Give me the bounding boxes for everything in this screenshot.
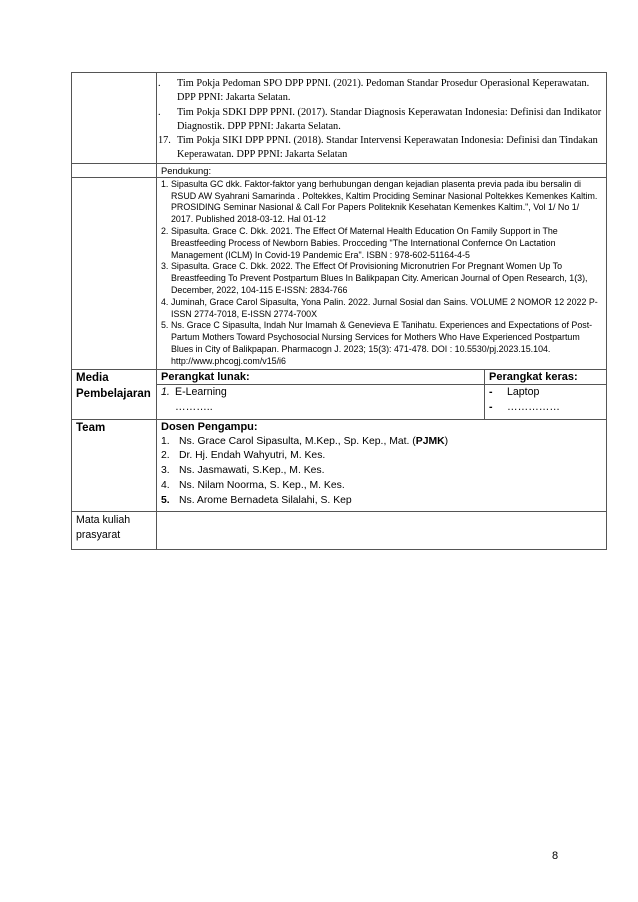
team-label: Team <box>72 419 157 511</box>
reference-item: . Tim Pokja Pedoman SPO DPP PPNI. (2021). Pedoman Standar Prosedur Operasional Keperawatan. DPP PPNI: Jakarta Selatan. <box>158 78 590 104</box>
software-dots: ……….. <box>175 400 213 413</box>
pendukung-cell <box>157 177 607 369</box>
course-info-table <box>71 72 607 550</box>
pendukung-title-row <box>72 163 607 177</box>
prereq-cell <box>157 511 607 549</box>
reference-item: . Tim Pokja SDKI DPP PPNI. (2017). Standar Diagnosis Keperawatan Indonesia: Definisi dan Indikator Diagnostik. DPP PPNI: Jakarta Selatan. <box>158 106 602 132</box>
team-row <box>72 419 607 511</box>
reference-item: 17. Tim Pokja SIKI DPP PPNI. (2018). Standar Intervensi Keperawatan Indonesia: Definisi dan Tindakan Keperawatan. DPP PPNI: Jakarta Selatan <box>158 135 598 161</box>
team-member: 3. Ns. Jasmawati, S.Kep., M. Kes. <box>161 465 325 477</box>
hardware-cell <box>485 384 607 419</box>
team-title: Dosen Pengampu: <box>161 420 258 433</box>
pendukung-item: 4. Juminah, Grace Carol Sipasulta, Yona Palin. 2022. Jurnal Sosial dan Sains. VOLUME 2 NOMOR 12 2022 P-ISSN 2774-7018, E-ISSN 2774-700X <box>161 296 598 319</box>
team-member: 5. Ns. Arome Bernadeta Silalahi, S. Kep <box>161 494 352 506</box>
references-row <box>72 73 607 164</box>
software-item: 1. E-Learning <box>161 385 227 398</box>
hardware-title: Perangkat keras: <box>485 369 607 384</box>
team-member: 1. Ns. Grace Carol Sipasulta, M.Kep., Sp. Kep., Mat. (PJMK) <box>161 435 449 447</box>
prereq-label: Mata kuliah prasyarat <box>72 511 157 549</box>
hardware-item: - …………… <box>489 400 560 413</box>
team-cell <box>157 419 607 511</box>
team-member: 4. Ns. Nilam Noorma, S. Kep., M. Kes. <box>161 479 345 491</box>
pendukung-title: Pendukung: <box>157 163 607 177</box>
pendukung-row <box>72 177 607 369</box>
references-label-cell <box>72 73 157 164</box>
page-number: 8 <box>552 850 559 862</box>
references-list <box>158 77 602 163</box>
software-title: Perangkat lunak: <box>157 369 485 384</box>
pendukung-item: 1. Sipasulta GC dkk. Faktor-faktor yang berhubungan dengan kejadian plasenta previa pada ibu bersalin di RSUD AW Syahrani Samarinda . Poltekkes, Kaltim Prociding Seminar Nasional Poltekkes Kemenkes Kaltim. PROSIDING Seminar Nasional & Call For Papers Politeknik Kesehatan Kemenkes Kaltim.", Vol 1/ No 1/ 2017. Published 2018-03-12. Hal 01-12 <box>161 178 598 225</box>
media-label: Media Pembelajaran <box>72 369 157 419</box>
hardware-item: - Laptop <box>489 385 540 398</box>
team-list <box>161 435 602 509</box>
pendukung-item: 3. Sipasulta. Grace C. Dkk. 2022. The Effect Of Provisioning Micronutrien For Pregnant Women Up To Breastfeeding To Prevent Postpartum Blues In Balikpapan City. American Journal of Open Research, 1(3), December, 2022, 104-115 E-ISSN: 2834-766 <box>161 261 588 295</box>
pendukung-list <box>161 179 602 368</box>
pendukung-item: 5. Ns. Grace C Sipasulta, Indah Nur Imamah & Genevieva E Tanihatu. Experiences and Expectations of Post-Partum Mothers Toward Psychosocial Nursing Services for Mothers Who Have Experienced Postpartum Blues in City of Balikpapan. Pharmacogn J. 2023; 15(3): 471-478. DOI : 10.5530/pj.2023.15.104. http://www.phcogj.com/v15/i6 <box>161 320 593 366</box>
software-cell <box>157 384 485 419</box>
media-header-row <box>72 369 607 384</box>
references-continued-cell <box>157 73 607 164</box>
prereq-row <box>72 511 607 549</box>
team-member: 2. Dr. Hj. Endah Wahyutri, M. Kes. <box>161 450 326 462</box>
pendukung-item: 2. Sipasulta. Grace C. Dkk. 2021. The Effect Of Maternal Health Education On Family Support in The Breastfeeding Process of Newborn Babies. Procceding "The International Confernce On Lactation Management (ICLM) In Covid-19 Pandemic Era". ISBN : 978-602-51164-4-5 <box>161 225 558 260</box>
